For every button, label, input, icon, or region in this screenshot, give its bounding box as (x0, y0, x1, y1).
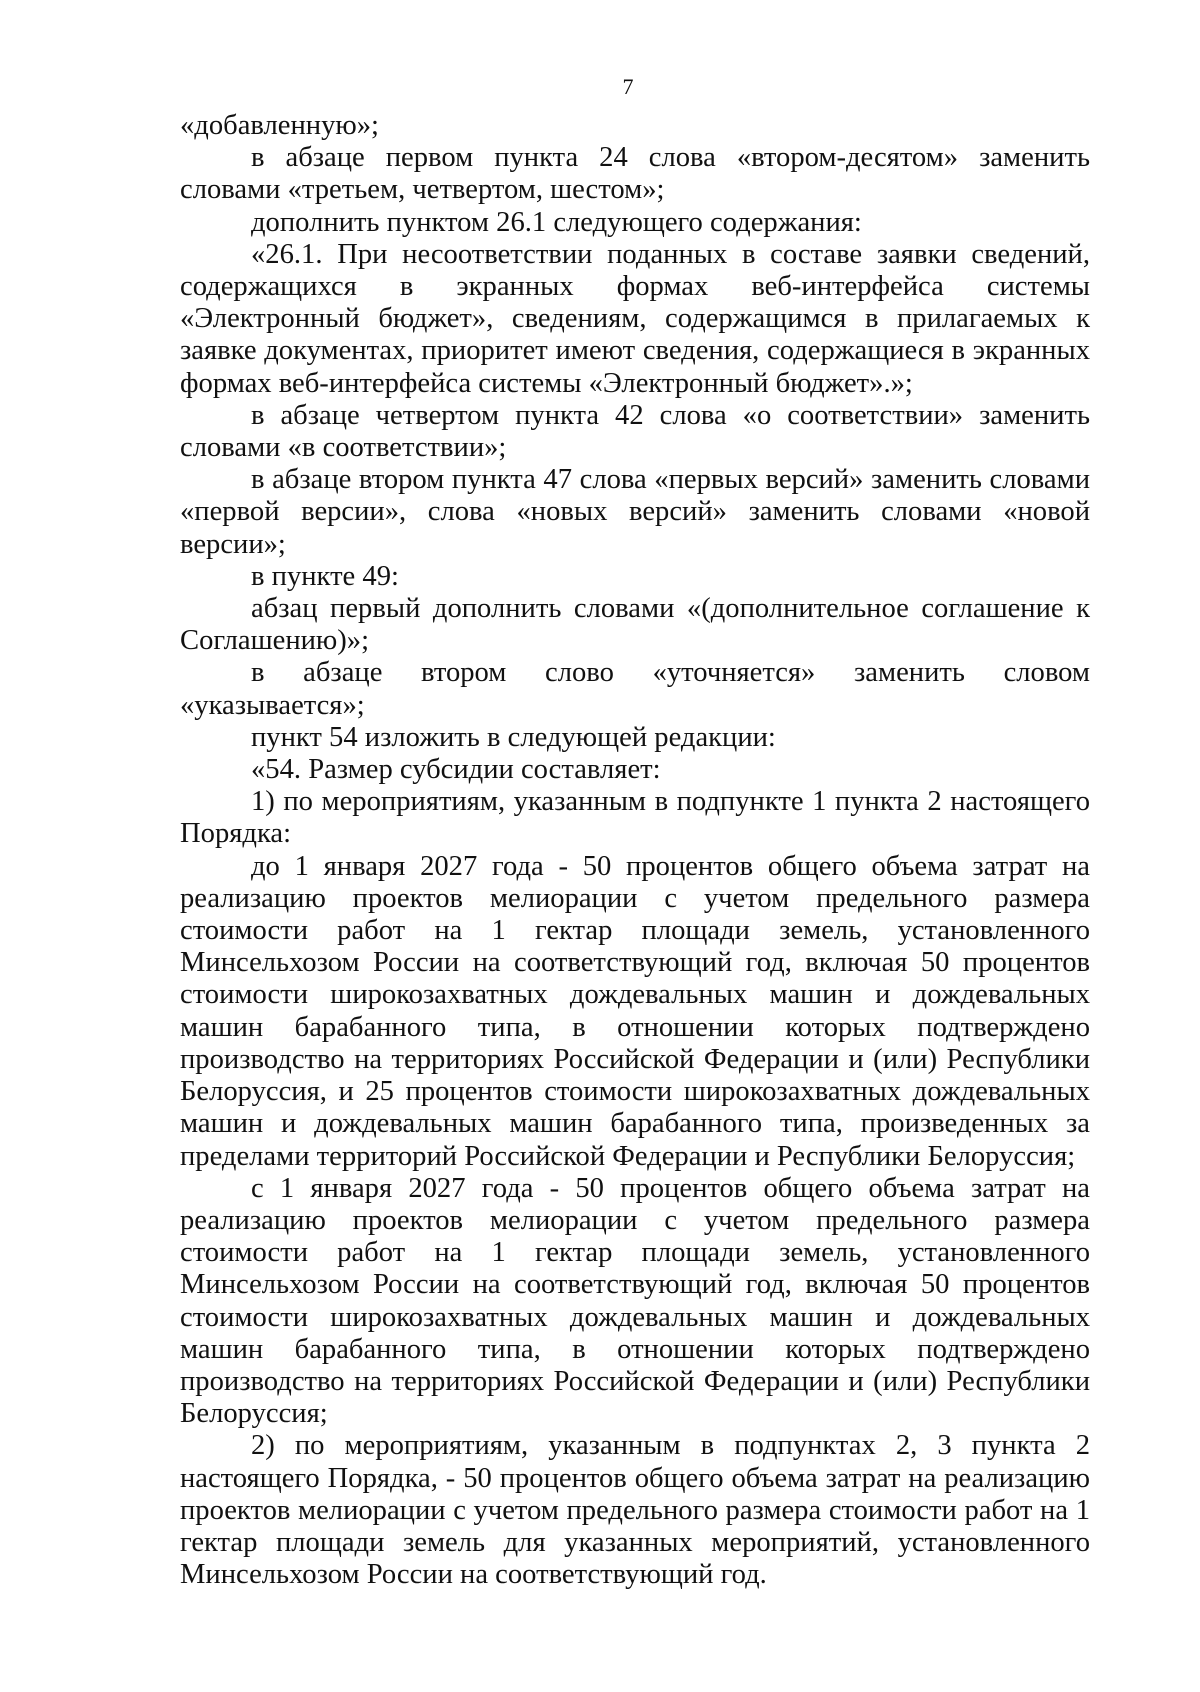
page-number: 7 (622, 74, 634, 99)
paragraph: с 1 января 2027 года - 50 процентов общего объема затрат на реализацию проектов мелиорации с учетом предельного размера стоимости работ на 1 гектар площади земель, установленного Минсельхозом России на соответствующий год, включая 50 процентов стоимости широкозахватных дождевальных машин и дождевальных машин барабанного типа, в отношении которых подтверждено производство на территориях Российской Федерации и (или) Республики Белоруссия; (180, 1172, 1090, 1430)
paragraph: «54. Размер субсидии составляет: (251, 754, 661, 786)
paragraph: «26.1. При несоответствии поданных в составе заявки сведений, содержащихся в экранных формах веб-интерфейса системы «Электронный бюджет», сведениям, содержащимся в прилагаемых к заявке документах, приоритет имеют сведения, содержащиеся в экранных формах веб-интерфейса системы «Электронный бюджет».»; (180, 238, 1090, 399)
paragraph: в абзаце четвертом пункта 42 слова «о соответствии» заменить словами «в соответствии»; (180, 399, 1090, 464)
paragraph: 1) по мероприятиям, указанным в подпункте 1 пункта 2 настоящего Порядка: (180, 786, 1090, 850)
paragraph: абзац первый дополнить словами «(дополнительное соглашение к Соглашению)»; (180, 593, 1090, 657)
paragraph: в пункте 49: (251, 560, 399, 592)
paragraph: в абзаце втором слово «уточняется» заменить словом «указывается»; (180, 657, 1090, 721)
paragraph: до 1 января 2027 года - 50 процентов общего объема затрат на реализацию проектов мелиорации с учетом предельного размера стоимости работ на 1 гектар площади земель, установленного Минсельхозом России на соответствующий год, включая 50 процентов стоимости широкозахватных дождевальных машин и дождевальных машин барабанного типа, в отношении которых подтверждено производство на территориях Российской Федерации и (или) Республики Белоруссия, и 25 процентов стоимости широкозахватных дождевальных машин и дождевальных машин барабанного типа, произведенных за пределами территорий Российской Федерации и Республики Белоруссия; (180, 850, 1090, 1172)
paragraph: 2) по мероприятиям, указанным в подпунктах 2, 3 пункта 2 настоящего Порядка, - 50 процентов общего объема затрат на реализацию проектов мелиорации с учетом предельного размера стоимости работ на 1 гектар площади земель для указанных мероприятий, установленного Минсельхозом России на соответствующий год. (180, 1430, 1090, 1591)
paragraph: пункт 54 изложить в следующей редакции: (251, 721, 776, 753)
paragraph: в абзаце первом пункта 24 слова «втором-десятом» заменить словами «третьем, четвертом, шестом»; (180, 142, 1090, 206)
paragraph: дополнить пунктом 26.1 следующего содержания: (251, 206, 862, 238)
paragraph: «добавленную»; (180, 110, 379, 141)
paragraph: в абзаце втором пункта 47 слова «первых версий» заменить словами «первой версии», слова «новых версий» заменить словами «новой версии»; (180, 464, 1090, 560)
document-body (180, 110, 1090, 1591)
